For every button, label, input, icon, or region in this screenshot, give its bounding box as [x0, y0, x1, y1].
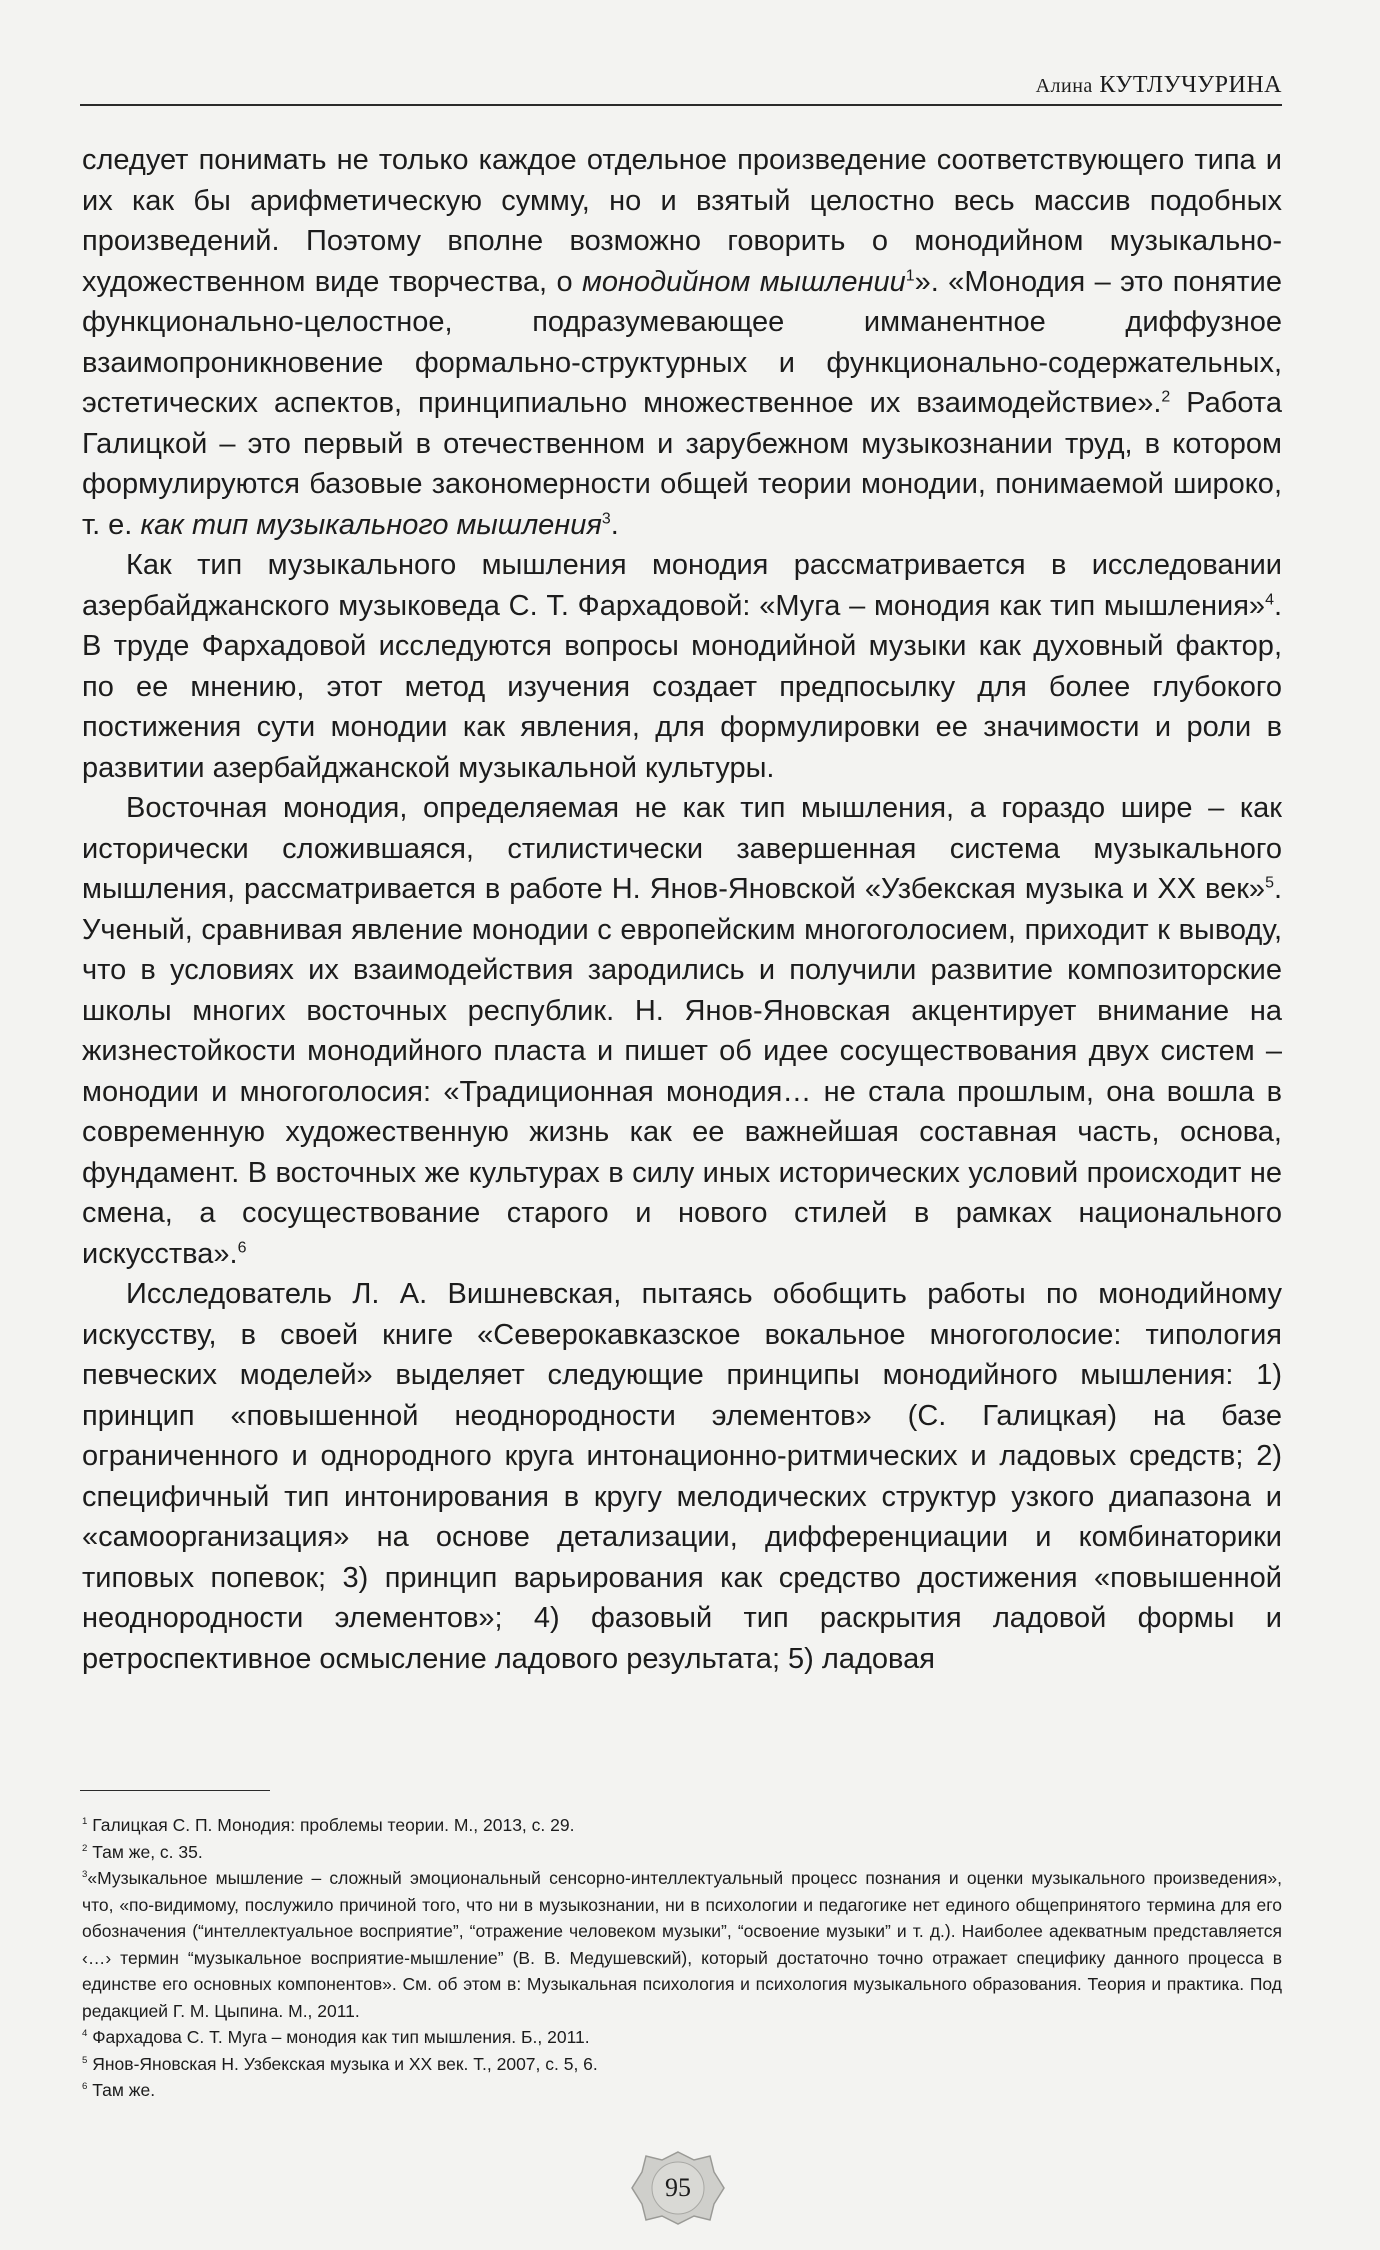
header-author-first: Алина — [1035, 75, 1093, 97]
paragraph-2 — [82, 545, 1282, 788]
header-author-last: КУТЛУЧУРИНА — [1099, 72, 1282, 98]
footnote-ref-2: 2 — [1161, 388, 1171, 406]
p3-text-a: Восточная монодия, определяемая не как тип мышления, а гораздо шире – как исторически сложившаяся, стилистически завершенная система музыкального мышления, рассматривается в работе Н. Янов-Яновской «Узбекская музыка и XX век» — [82, 792, 1282, 905]
paragraph-1 — [82, 140, 1282, 545]
footnote-text: «Музыкальное мышление – сложный эмоциональный сенсорно-интеллектуальный процесс познания и оценки музыкального произведения», что, «по-видимому, послужило причиной того, что ни в музыкознании, ни в психологии и педагогике нет единого общепринятого термина для его обозначения (“интеллектуальное восприятие”, “отражение человеком музыки”, “освоение музыки” и т. д.). Наиболее адекватным представляется ‹…› термин “музыкальное восприятие-мышление” (В. В. Медушевский), который достаточно точно отражает специфику данного процесса в единстве его основных компонентов». См. об этом в: Музыкальная психология и психология музыкального образования. Теория и практика. Под редакцией Г. М. Цыпина. М., 2011. — [82, 1868, 1282, 2021]
p2-text-b: . В труде Фархадовой исследуются вопросы монодийной музыки как духовный фактор, по ее мнению, этот метод изучения создает предпосылку для более глубокого постижения сути монодии как явления, для формулировки ее значимости и роли в развитии азербайджанской музыкальной культуры. — [82, 589, 1282, 784]
footnote-rule — [80, 1790, 270, 1791]
footnote-text: Там же, с. 35. — [92, 1841, 203, 1862]
paragraph-4: Исследователь Л. А. Вишневская, пытаясь обобщить работы по монодийному искусству, в своей книге «Северокавказское вокальное многоголосие: типология певческих моделей» выделяет следующие принципы монодийного мышления: 1) принцип «повышенной неоднородности элементов» (С. Галицкая) на базе ограниченного и однородного круга интонационно-ритмических и ладовых средств; 2) специфичный тип интонирования в кругу мелодических структур узкого диапазона и «самоорганизация» на основе детализации, дифференциации и комбинаторики типовых попевок; 3) принцип варьирования как средство достижения «повышенной неоднородности элементов»; 4) фазовый тип раскрытия ладовой формы и ретроспективное осмысление ладового результата; 5) ладовая — [82, 1278, 1282, 1675]
p1-italic-1: монодийном мышлении — [582, 265, 906, 298]
page-number: 95 — [665, 2173, 691, 2202]
footnote-mark: 5 — [82, 2054, 88, 2066]
footnote-mark: 6 — [82, 2081, 88, 2093]
p2-text-a: Как тип музыкального мышления монодия рассматривается в исследовании азербайджанского музыковеда С. Т. Фархадовой: «Муга – монодия как тип мышления» — [82, 549, 1282, 622]
p1-text-b: ». «Монодия – это понятие функционально-целостное, подразумевающее имманентное диффузное взаимопроникновение формально-структурных и функционально-содержательных, эстетических аспектов, принципиально множественное их взаимодействие». — [82, 265, 1282, 419]
page-number-badge — [630, 2150, 726, 2226]
p1-text-a: следует понимать не только каждое отдельное произведение соответствующего типа и их как бы арифметическую сумму, но и взятый целостно весь массив подобных произведений. Поэтому вполне возможно говорить о монодийном музыкально-художественном виде творчества, о — [82, 144, 1282, 298]
footnote-1 — [82, 1812, 1282, 1839]
footnote-text: Галицкая С. П. Монодия: проблемы теории. М., 2013, с. 29. — [92, 1815, 575, 1835]
footnote-6 — [82, 2077, 1282, 2104]
footnote-mark: 2 — [82, 1842, 88, 1854]
p3-text-b: . Ученый, сравнивая явление монодии с европейским многоголосием, приходит к выводу, что в условиях их взаимодействия зародились и получили развитие композиторские школы многих восточных республик. Н. Янов-Яновская акцентирует внимание на жизнестойкости монодийного пласта и пишет об идее сосуществования двух систем – монодии и многоголосия: «Традиционная монодия… не стала прошлым, она вошла в современную художественную жизнь как ее важнейшая составная часть, основа, фундамент. В восточных же культурах в силу иных исторических условий происходит не смена, а сосуществование старого и нового стилей в рамках национального искусства». — [82, 873, 1282, 1270]
footnote-text: Там же. — [92, 2080, 156, 2100]
p1-italic-2: как тип музыкального мышления — [140, 508, 602, 541]
running-header — [80, 72, 1282, 99]
footnote-ref-5: 5 — [1265, 874, 1274, 892]
header-rule — [80, 104, 1282, 106]
footnote-mark: 4 — [82, 2028, 88, 2040]
footnotes — [82, 1812, 1282, 2104]
p1-text-c: Работа Галицкой – это первый в отечественном и зарубежном музыкознании труд, в котором формулируются базовые закономерности общей теории монодии, понимаемой широко, т. е. — [82, 387, 1282, 541]
paragraph-3 — [82, 788, 1282, 1274]
footnote-text: Янов-Яновская Н. Узбекская музыка и XX век. Т., 2007, с. 5, 6. — [92, 2053, 598, 2074]
footnote-4 — [82, 2024, 1282, 2051]
p1-text-d: . — [610, 508, 619, 541]
footnote-2 — [82, 1839, 1282, 1866]
footnote-mark: 1 — [82, 1816, 88, 1828]
footnote-3 — [82, 1865, 1282, 2024]
footnote-ref-4: 4 — [1265, 590, 1274, 608]
main-text — [82, 140, 1282, 1679]
footnote-5 — [82, 2051, 1282, 2078]
footnote-ref-6: 6 — [237, 1238, 247, 1256]
footnote-ref-3: 3 — [601, 509, 611, 527]
footnote-ref-1: 1 — [905, 266, 915, 284]
footnote-mark: 3 — [82, 1869, 88, 1881]
footnote-text: Фархадова С. Т. Муга – монодия как тип мышления. Б., 2011. — [92, 2027, 590, 2047]
